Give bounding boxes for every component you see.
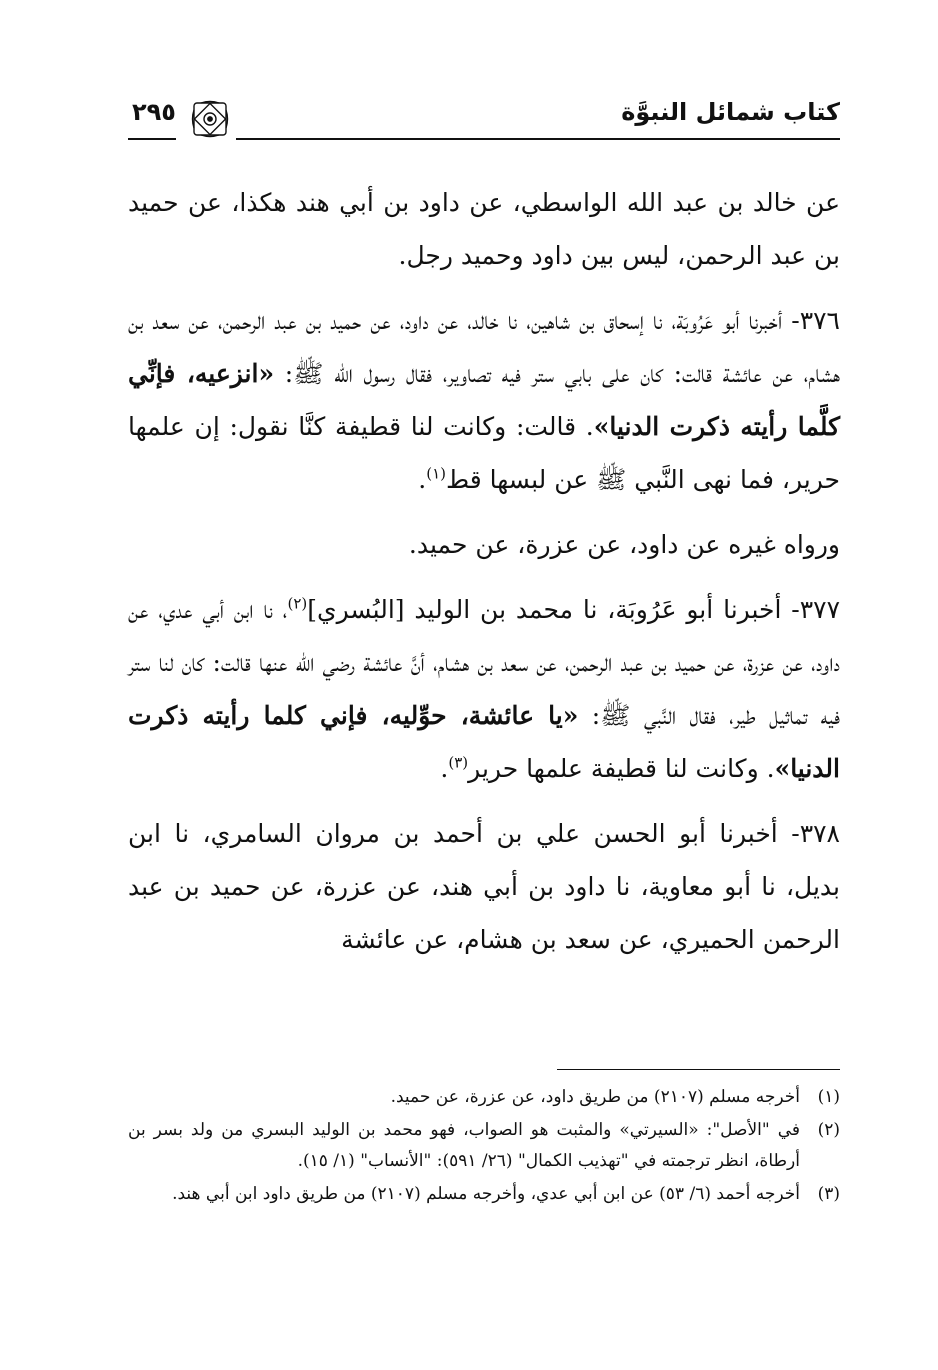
footnote-number: (١) [817,1087,840,1107]
paragraph [128,583,840,795]
paragraph [128,176,840,282]
footnote-item [128,1115,840,1177]
text-segment: عن خالد بن عبد الله الواسطي، عن داود بن أبي هند هكذا، عن حميد بن عبد الرحمن، ليس بين داود وحميد رجل. [128,188,840,270]
footnote-marker: (٣) [448,753,469,772]
page-number: ٢٩٥ [132,98,176,126]
text-segment: . [418,465,427,494]
footnote-text: أخرجه أحمد (٦/ ٥٣) عن ابن أبي عدي، وأخرجه مسلم (٢١٠٧) من طريق داود ابن أبي هند. [172,1184,800,1204]
text-segment: . وكانت لنا قطيفة علمها حرير [468,754,775,783]
footnotes [128,1082,840,1212]
text-segment: . قالت: وكانت لنا قطيفة كنَّا نقول: إن علمها حرير، فما نهى النَّبي ﷺ عن لبسها قط [128,412,840,494]
header-rule-left [128,138,176,140]
ornament-icon [190,100,230,138]
footnote-marker: (١) [426,464,447,483]
text-segment: ٣٧٦- أخبرنا أبو عَرُوبَة، نا إسحاق بن شاهين، نا خالد، عن داود، عن حميد بن عبد الرحمن، عن سعد بن هشام، عن عائشة قالت: كان على بابي ستر فيه تصاوير، فقال رسول الله ﷺ: [128,306,840,388]
footnote-text: في "الأصل": «السيرتي» والمثبت هو الصواب، فهو محمد بن الوليد البسري من ولد بسر بن أرطاة، انظر ترجمته في "تهذيب الكمال" (٢٦/ ٥٩١): "الأنساب" (١/ ١٥). [128,1120,800,1171]
running-header [128,96,840,140]
footnote-marker: (٢) [287,594,308,613]
footnote-number: (٢) [817,1120,840,1140]
text-segment: . [440,754,449,783]
text-segment: ، نا ابن أبي عدي، عن داود، عن عزرة، عن حميد بن عبد الرحمن، عن سعد بن هشام، أنَّ عائشة رضي الله عنها قالت: كان لنا ستر فيه تماثيل طير، فقال النَّبي ﷺ: [128,595,841,730]
hadith-quote: «يا عائشة، حوِّليه، فإني كلما رأيته ذكرت الدنيا» [128,701,840,783]
text-segment: ٣٧٨- أخبرنا أبو الحسن علي بن أحمد بن مروان السامري، نا ابن بديل، نا أبو معاوية، نا داود بن أبي هند، عن عزرة، عن حميد بن عبد الرحمن الحميري، عن سعد بن هشام، عن عائشة [128,819,840,954]
footnote-item [128,1082,840,1113]
text-segment: ٣٧٧- أخبرنا أبو عَرُوبَة، نا محمد بن الوليد [البُسري] [307,595,841,624]
footnote-number: (٣) [817,1184,840,1204]
footnote-separator [557,1069,840,1070]
main-text [128,176,840,978]
paragraph [128,518,840,571]
footnote-text: أخرجه مسلم (٢١٠٧) من طريق داود، عن عزرة، عن حميد. [390,1087,800,1107]
footnote-item [128,1179,840,1210]
paragraph [128,294,840,506]
paragraph [128,807,840,966]
text-segment: ورواه غيره عن داود، عن عزرة، عن حميد. [408,530,840,559]
book-title: كتاب شمائل النبوَّة [621,98,840,126]
header-rule [236,138,840,140]
hadith-quote: «انزعيه، فإنِّي كلَّما رأيته ذكرت الدنيا» [128,359,841,441]
